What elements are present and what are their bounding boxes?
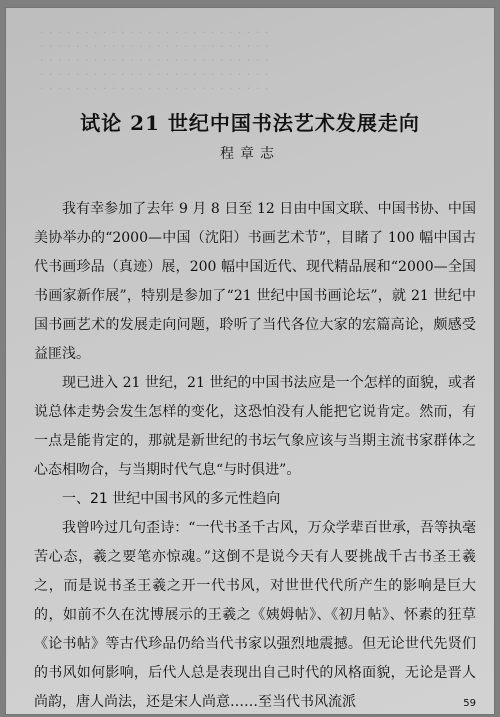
page-number: 59 bbox=[463, 698, 476, 709]
document-page bbox=[6, 8, 494, 714]
author-name: 程章志 bbox=[220, 146, 280, 162]
section-paragraph: 我曾吟过几句歪诗：“一代书圣千古风，万众学辈百世承，吾等执毫苦心态，羲之要笔亦惊魂。”这倒不是说今天有人要挑战千古书圣王羲之，而是说书圣王羲之开一代书风，对世世代代所产生的影响是巨大的，如前不久在沈博展示的王羲之《姨姆帖》、《初月帖》、怀素的狂草《论书帖》等古代珍品仍给当代书家以强烈地震撼。但无论世代先贤们的书风如何影响，后代人总是表现出自己时代的风格面貌，无论是晋人尚韵，唐人尚法，还是宋人尚意……至当代书风流派 bbox=[34, 520, 476, 710]
section-heading: 一、21 世纪中国书风的多元性趋向 bbox=[62, 491, 281, 507]
paragraph-2: 现已进入 21 世纪，21 世纪的中国书法应是一个怎样的面貌，或者说总体走势会发生怎样的变化，这恐怕没有人能把它说肯定。然而，有一点是能肯定的，那就是新世纪的书坛气象应该与当期主流书家群体之心态相吻合，与当期时代气息“与时俱进”。 bbox=[34, 375, 476, 478]
article-title: 试论 21 世纪中国书法艺术发展走向 bbox=[80, 111, 420, 136]
bleed-through-texture: · · · · · · · · · · · · · · · · · · · · · · · · · · · · · · · · · · · · · · · · · · · · · · · · · · · · · · · · · · · · · · · · · · · · · · · · · · · · · · · · · · · · · · · · · · · · · · · · · · · · · · · · · · · · · · · · · · · · · · · · · · · · · · · · · · bbox=[40, 26, 270, 95]
paragraph-1: 我有幸参加了去年 9 月 8 日至 12 日由中国文联、中国书协、中国美协举办的“2000—中国（沈阳）书画艺术节”，目睹了 100 幅中国古代书画珍品（真迹）展，200 幅中国近代、现代精品展和“2000—全国书画家新作展”，特别是参加了“21 世纪中国书画论坛”，就 21 世纪中国书画艺术的发展走向问题，聆听了当代各位大家的宏篇高论，颇感受益匪浅。 bbox=[34, 201, 476, 362]
article-body bbox=[34, 195, 476, 717]
